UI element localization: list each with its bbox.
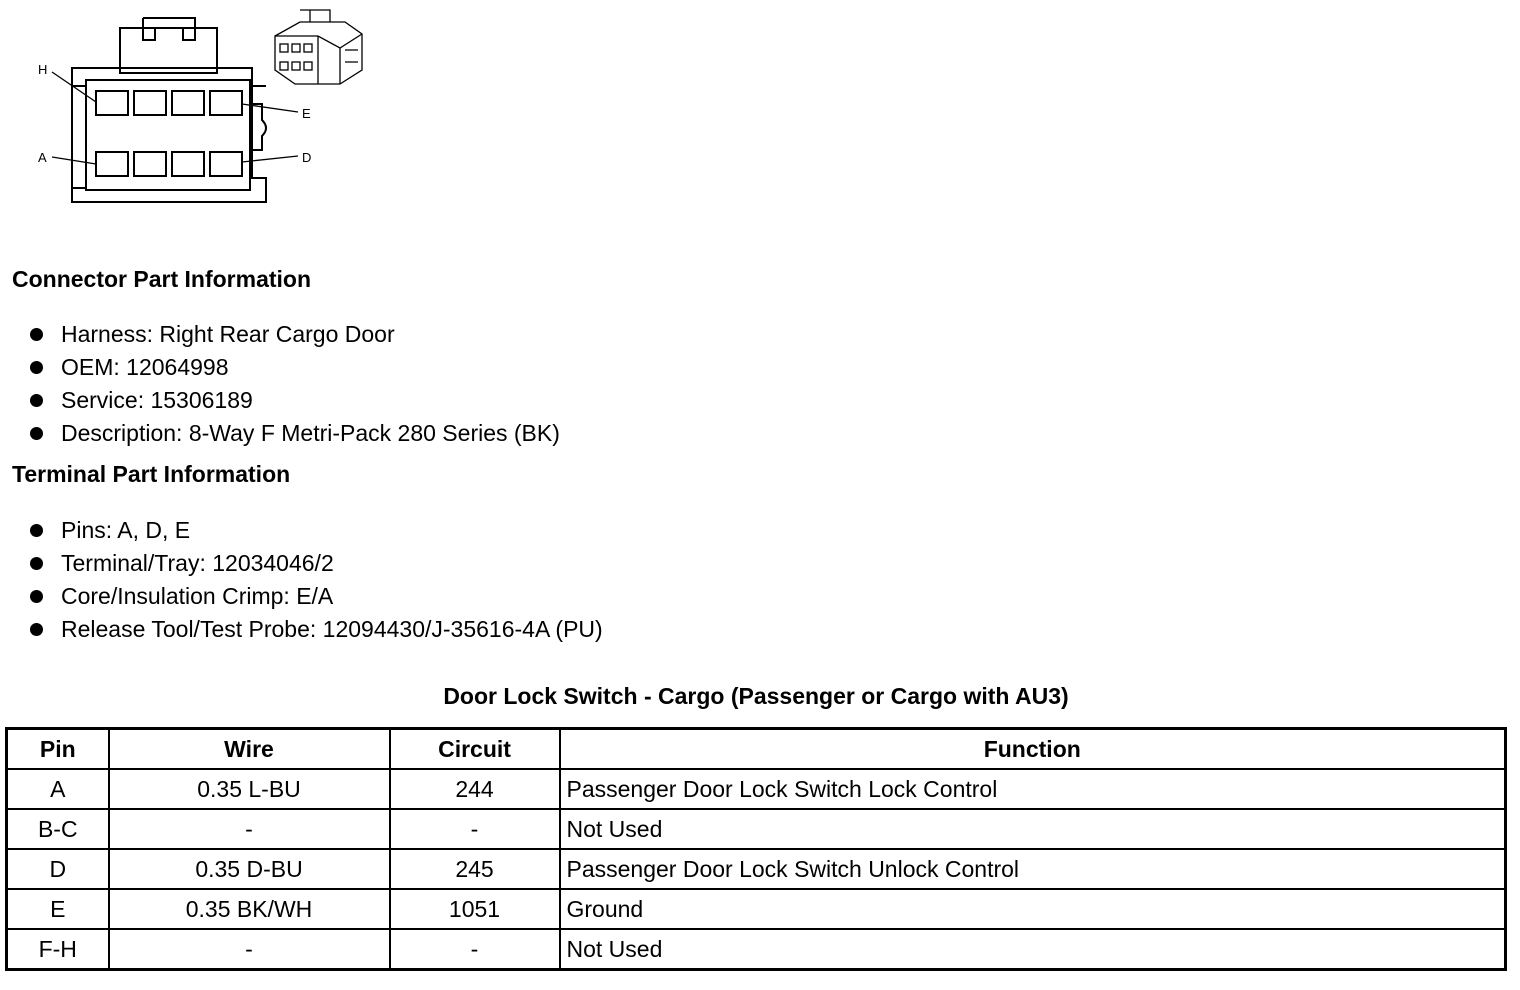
bullet-icon	[30, 623, 43, 636]
list-item	[30, 514, 603, 547]
cell-circuit: 244	[390, 769, 560, 809]
terminal-info-list	[30, 514, 603, 646]
cell-pin: A	[7, 769, 109, 809]
cavity-c	[172, 152, 204, 176]
cell-wire: 0.35 D-BU	[109, 849, 390, 889]
header-wire: Wire	[109, 729, 390, 770]
bullet-icon	[30, 328, 43, 341]
connector-info-list	[30, 318, 560, 450]
cell-wire: 0.35 BK/WH	[109, 889, 390, 929]
cavity-b	[134, 152, 166, 176]
list-item	[30, 547, 603, 580]
list-item	[30, 384, 560, 417]
cavity-a	[96, 152, 128, 176]
header-pin: Pin	[7, 729, 109, 770]
list-item	[30, 318, 560, 351]
cell-wire: -	[109, 929, 390, 970]
cell-function: Not Used	[560, 929, 1506, 970]
terminal-crimp: Core/Insulation Crimp: E/A	[61, 583, 334, 609]
connector-side-notch	[252, 104, 266, 150]
cell-wire: -	[109, 809, 390, 849]
cell-function: Passenger Door Lock Switch Lock Control	[560, 769, 1506, 809]
list-item	[30, 417, 560, 450]
terminal-tray: Terminal/Tray: 12034046/2	[61, 550, 334, 576]
connector-service: Service: 15306189	[61, 387, 253, 413]
connector-isometric-icon	[275, 10, 362, 84]
table-row	[7, 809, 1506, 849]
cavity-f	[172, 91, 204, 115]
cell-pin: F-H	[7, 929, 109, 970]
connector-corner-marks	[72, 86, 266, 188]
connector-diagram	[0, 0, 380, 215]
cell-wire: 0.35 L-BU	[109, 769, 390, 809]
cell-pin: D	[7, 849, 109, 889]
cell-circuit: -	[390, 929, 560, 970]
pin-label-h: H	[38, 62, 48, 77]
bullet-icon	[30, 590, 43, 603]
cell-circuit: 1051	[390, 889, 560, 929]
terminal-pins: Pins: A, D, E	[61, 517, 191, 543]
cell-pin: E	[7, 889, 109, 929]
terminal-info-heading: Terminal Part Information	[12, 461, 291, 487]
bullet-icon	[30, 394, 43, 407]
table-title: Door Lock Switch - Cargo (Passenger or Cargo with AU3)	[443, 683, 1069, 709]
bullet-icon	[30, 427, 43, 440]
pin-label-e: E	[302, 106, 311, 121]
leader-a	[52, 157, 96, 164]
cell-function: Not Used	[560, 809, 1506, 849]
table-header-row	[7, 729, 1506, 770]
bullet-icon	[30, 557, 43, 570]
table-row	[7, 889, 1506, 929]
connector-inner-wall	[86, 80, 250, 190]
connector-harness: Harness: Right Rear Cargo Door	[61, 321, 395, 347]
cell-circuit: 245	[390, 849, 560, 889]
pinout-table	[5, 727, 1507, 971]
header-function: Function	[560, 729, 1506, 770]
connector-info-heading: Connector Part Information	[12, 266, 312, 292]
table-row	[7, 849, 1506, 889]
connector-description: Description: 8-Way F Metri-Pack 280 Series (BK)	[61, 420, 560, 446]
connector-lock-tab	[120, 28, 217, 73]
pin-label-d: D	[302, 150, 312, 165]
cavity-d	[210, 152, 242, 176]
cell-pin: B-C	[7, 809, 109, 849]
connector-oem: OEM: 12064998	[61, 354, 229, 380]
cavity-g	[134, 91, 166, 115]
list-item	[30, 613, 603, 646]
list-item	[30, 351, 560, 384]
terminal-release-tool: Release Tool/Test Probe: 12094430/J-35616-4A (PU)	[61, 616, 603, 642]
leader-h	[52, 72, 96, 102]
connector-housing	[72, 68, 266, 202]
cell-function: Ground	[560, 889, 1506, 929]
header-circuit: Circuit	[390, 729, 560, 770]
bullet-icon	[30, 361, 43, 374]
cavity-h	[96, 91, 128, 115]
list-item	[30, 580, 603, 613]
table-row	[7, 769, 1506, 809]
cavity-e	[210, 91, 242, 115]
table-row	[7, 929, 1506, 970]
cell-circuit: -	[390, 809, 560, 849]
bullet-icon	[30, 524, 43, 537]
pin-label-a: A	[38, 150, 47, 165]
cell-function: Passenger Door Lock Switch Unlock Control	[560, 849, 1506, 889]
